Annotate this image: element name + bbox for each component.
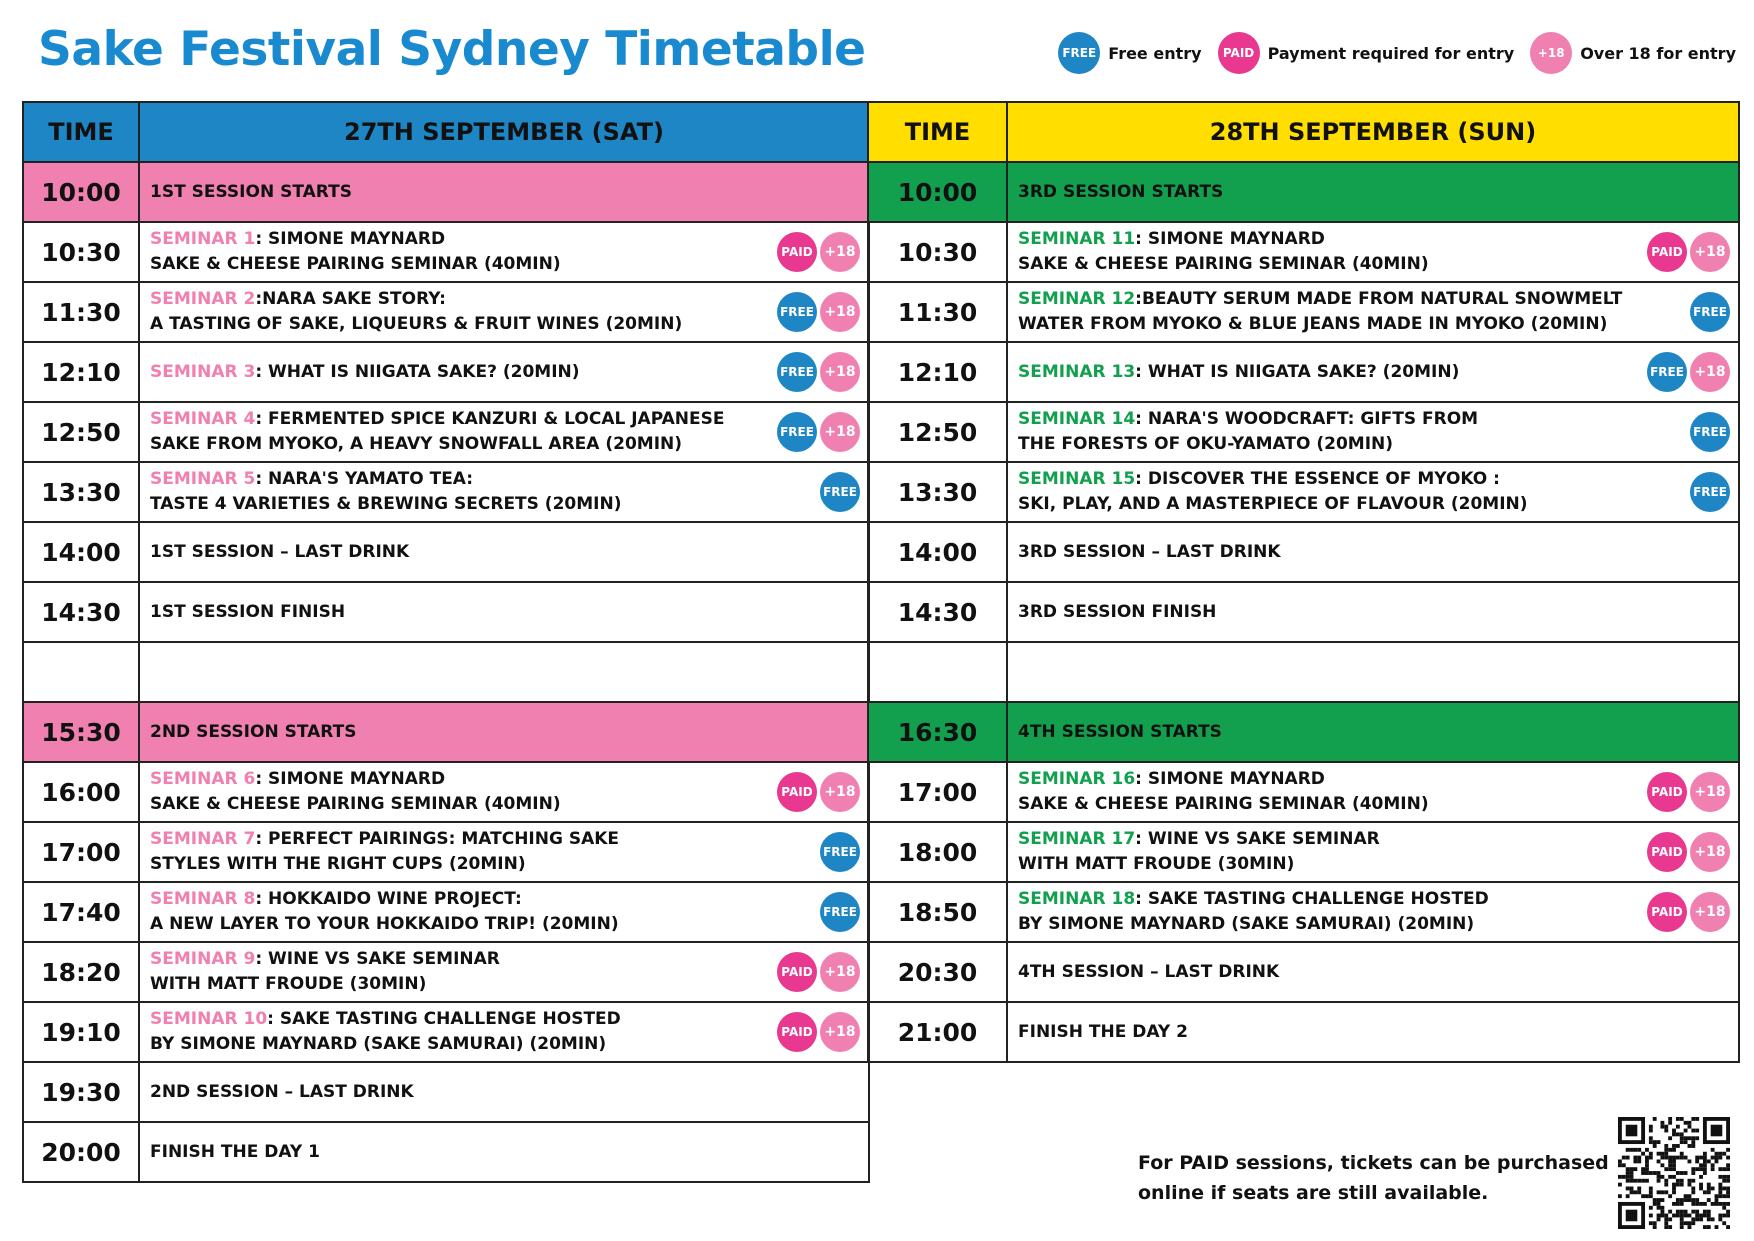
seminar-line1: [150, 1007, 868, 1032]
ticket-note: [1138, 1148, 1609, 1208]
free-badge-icon: FREE: [820, 472, 860, 512]
table-row: [868, 1002, 1739, 1062]
badge-group: [817, 892, 860, 932]
event-cell: [1007, 882, 1739, 942]
table-row: [23, 642, 869, 702]
event-cell: FINISH THE DAY 1: [139, 1122, 869, 1182]
event-cell: 2ND SESSION – LAST DRINK: [139, 1062, 869, 1122]
seminar-line1: [150, 407, 868, 432]
event-cell: [139, 882, 869, 942]
seminar-number: SEMINAR 18: [1018, 889, 1136, 909]
seminar-number: SEMINAR 11: [1018, 229, 1136, 249]
table-row: [23, 522, 869, 582]
seminar-number: SEMINAR 14: [1018, 409, 1136, 429]
legend-item-over18: [1530, 32, 1736, 74]
seminar-line1: [1018, 360, 1738, 385]
session-label: 3RD SESSION STARTS: [1007, 162, 1739, 222]
seminar-line2: STYLES WITH THE RIGHT CUPS (20MIN): [150, 854, 526, 874]
seminar-line2: SAKE & CHEESE PAIRING SEMINAR (40MIN): [1018, 794, 1429, 814]
seminar-number: SEMINAR 2: [150, 289, 256, 309]
seminar-line2: WATER FROM MYOKO & BLUE JEANS MADE IN MYOKO (20MIN): [1018, 314, 1608, 334]
table-row: [868, 822, 1739, 882]
time-cell: 14:30: [868, 582, 1007, 642]
badge-group: [774, 292, 860, 332]
badge-group: [817, 832, 860, 872]
over18-badge-icon: +18: [1690, 352, 1730, 392]
table-row: [868, 702, 1739, 762]
seminar-line1: [150, 467, 868, 492]
table-row: [868, 642, 1739, 702]
seminar-line1: [150, 360, 868, 385]
time-cell: 18:00: [868, 822, 1007, 882]
table-row: [868, 762, 1739, 822]
over18-badge-icon: +18: [820, 292, 860, 332]
over18-badge-icon: +18: [1690, 232, 1730, 272]
event-cell: [1007, 762, 1739, 822]
table-row: [868, 462, 1739, 522]
seminar-title: : SIMONE MAYNARD: [255, 229, 446, 249]
event-cell: 3RD SESSION FINISH: [1007, 582, 1739, 642]
time-cell: [23, 642, 139, 702]
paid-badge-icon: PAID: [777, 1012, 817, 1052]
over18-badge-icon: +18: [820, 232, 860, 272]
seminar-line2: WITH MATT FROUDE (30MIN): [150, 974, 427, 994]
qr-code-icon[interactable]: [1618, 1117, 1730, 1229]
seminar-number: SEMINAR 1: [150, 229, 256, 249]
seminar-number: SEMINAR 5: [150, 469, 256, 489]
time-cell: 18:20: [23, 942, 139, 1002]
legend-label-free: Free entry: [1108, 43, 1202, 63]
table-row: [868, 882, 1739, 942]
over18-badge-icon: +18: [820, 1012, 860, 1052]
time-cell: 20:00: [23, 1122, 139, 1182]
table-row: [23, 582, 869, 642]
event-cell: 1ST SESSION FINISH: [139, 582, 869, 642]
seminar-line1: [1018, 227, 1738, 252]
table-row: [868, 942, 1739, 1002]
time-cell: 16:30: [868, 702, 1007, 762]
time-cell: 15:30: [23, 702, 139, 762]
table-row: [23, 162, 869, 222]
seminar-line1: [1018, 767, 1738, 792]
seminar-line2: TASTE 4 VARIETIES & BREWING SECRETS (20MIN): [150, 494, 622, 514]
seminar-title: : HOKKAIDO WINE PROJECT:: [255, 889, 522, 909]
seminar-line2: SAKE & CHEESE PAIRING SEMINAR (40MIN): [150, 254, 561, 274]
seminar-title: : WHAT IS NIIGATA SAKE? (20MIN): [1135, 361, 1460, 382]
seminar-title: : NARA'S WOODCRAFT: GIFTS FROM: [1135, 409, 1479, 429]
seminar-line1: [1018, 827, 1738, 852]
legend-label-over18: Over 18 for entry: [1580, 43, 1736, 63]
table-row: [23, 1062, 869, 1122]
event-cell: [1007, 222, 1739, 282]
free-badge-icon: FREE: [1690, 472, 1730, 512]
time-cell: 11:30: [868, 282, 1007, 342]
time-cell: 12:50: [23, 402, 139, 462]
badge-group: [774, 772, 860, 812]
paid-badge-icon: PAID: [1647, 232, 1687, 272]
time-cell: 10:30: [23, 222, 139, 282]
over18-badge-icon: +18: [820, 952, 860, 992]
event-cell: [139, 402, 869, 462]
time-header: TIME: [23, 102, 139, 162]
seminar-number: SEMINAR 10: [150, 1009, 268, 1029]
seminar-number: SEMINAR 17: [1018, 829, 1136, 849]
time-cell: 19:30: [23, 1062, 139, 1122]
free-badge-icon: FREE: [820, 832, 860, 872]
session-label: 2ND SESSION STARTS: [139, 702, 869, 762]
paid-badge-icon: PAID: [777, 232, 817, 272]
free-badge-icon: FREE: [777, 352, 817, 392]
seminar-line1: [150, 287, 868, 312]
day2-timetable: [867, 101, 1740, 1063]
seminar-line2: THE FORESTS OF OKU-YAMATO (20MIN): [1018, 434, 1394, 454]
table-row: [23, 282, 869, 342]
seminar-title: : DISCOVER THE ESSENCE OF MYOKO :: [1135, 469, 1500, 489]
event-cell: [139, 1002, 869, 1062]
time-cell: 18:50: [868, 882, 1007, 942]
time-cell: 17:00: [23, 822, 139, 882]
legend-label-paid: Payment required for entry: [1267, 43, 1515, 63]
seminar-line1: [150, 227, 868, 252]
table-row: [23, 762, 869, 822]
event-cell: 4TH SESSION – LAST DRINK: [1007, 942, 1739, 1002]
over18-badge-icon: +18: [1690, 832, 1730, 872]
table-row: [23, 822, 869, 882]
seminar-title: : SAKE TASTING CHALLENGE HOSTED: [1135, 889, 1489, 909]
session-label: 4TH SESSION STARTS: [1007, 702, 1739, 762]
seminar-number: SEMINAR 13: [1018, 361, 1136, 382]
paid-badge-icon: PAID: [1647, 772, 1687, 812]
time-cell: 19:10: [23, 1002, 139, 1062]
event-cell: [139, 822, 869, 882]
time-header: TIME: [868, 102, 1007, 162]
seminar-line1: [1018, 407, 1738, 432]
seminar-number: SEMINAR 8: [150, 889, 256, 909]
seminar-line2: BY SIMONE MAYNARD (SAKE SAMURAI) (20MIN): [150, 1034, 607, 1054]
table-row: [868, 222, 1739, 282]
badge-group: [774, 232, 860, 272]
legend: [1042, 32, 1736, 74]
event-cell: 3RD SESSION – LAST DRINK: [1007, 522, 1739, 582]
time-cell: 13:30: [23, 462, 139, 522]
legend-item-free: [1058, 32, 1201, 74]
paid-badge-icon: PAID: [1218, 32, 1260, 74]
badge-group: [1644, 832, 1730, 872]
table-row: [23, 702, 869, 762]
seminar-line1: [1018, 887, 1738, 912]
seminar-line1: [150, 887, 868, 912]
time-cell: 10:00: [23, 162, 139, 222]
seminar-line2: SKI, PLAY, AND A MASTERPIECE OF FLAVOUR (20MIN): [1018, 494, 1528, 514]
badge-group: [1687, 472, 1730, 512]
table-row: [23, 1002, 869, 1062]
seminar-line2: SAKE FROM MYOKO, A HEAVY SNOWFALL AREA (20MIN): [150, 434, 683, 454]
seminar-line1: [150, 947, 868, 972]
badge-group: [1644, 232, 1730, 272]
table-row: [868, 402, 1739, 462]
event-cell: [1007, 282, 1739, 342]
event-cell: [1007, 342, 1739, 402]
paid-badge-icon: PAID: [1647, 892, 1687, 932]
free-badge-icon: FREE: [820, 892, 860, 932]
time-cell: 12:50: [868, 402, 1007, 462]
seminar-title: :BEAUTY SERUM MADE FROM NATURAL SNOWMELT: [1135, 289, 1623, 309]
time-cell: 10:30: [868, 222, 1007, 282]
seminar-title: : PERFECT PAIRINGS: MATCHING SAKE: [255, 829, 620, 849]
seminar-title: : SIMONE MAYNARD: [1135, 769, 1325, 789]
event-cell: [139, 222, 869, 282]
seminar-number: SEMINAR 6: [150, 769, 256, 789]
day1-timetable: [22, 101, 870, 1183]
free-badge-icon: FREE: [1690, 412, 1730, 452]
event-cell: 1ST SESSION – LAST DRINK: [139, 522, 869, 582]
legend-item-paid: [1218, 32, 1515, 74]
seminar-title: : SIMONE MAYNARD: [255, 769, 446, 789]
time-cell: 16:00: [23, 762, 139, 822]
seminar-number: SEMINAR 16: [1018, 769, 1136, 789]
badge-group: [774, 352, 860, 392]
seminar-line1: [150, 827, 868, 852]
session-label: 1ST SESSION STARTS: [139, 162, 869, 222]
seminar-line2: BY SIMONE MAYNARD (SAKE SAMURAI) (20MIN): [1018, 914, 1475, 934]
badge-group: [774, 952, 860, 992]
over18-badge-icon: +18: [820, 352, 860, 392]
table-row: [868, 582, 1739, 642]
free-badge-icon: FREE: [1690, 292, 1730, 332]
seminar-title: : WINE VS SAKE SEMINAR: [1135, 829, 1380, 849]
time-cell: 12:10: [23, 342, 139, 402]
time-cell: 14:00: [868, 522, 1007, 582]
table-row: [23, 222, 869, 282]
paid-badge-icon: PAID: [1647, 832, 1687, 872]
table-row: [868, 522, 1739, 582]
free-badge-icon: FREE: [1058, 32, 1100, 74]
event-cell: [139, 342, 869, 402]
seminar-line1: [150, 767, 868, 792]
event-cell: [139, 462, 869, 522]
time-cell: 20:30: [868, 942, 1007, 1002]
seminar-number: SEMINAR 3: [150, 361, 256, 382]
seminar-number: SEMINAR 15: [1018, 469, 1136, 489]
time-cell: 17:40: [23, 882, 139, 942]
time-cell: 14:00: [23, 522, 139, 582]
badge-group: [817, 472, 860, 512]
table-row: [23, 942, 869, 1002]
table-row: [23, 882, 869, 942]
free-badge-icon: FREE: [777, 292, 817, 332]
seminar-number: SEMINAR 12: [1018, 289, 1136, 309]
event-cell: [1007, 822, 1739, 882]
badge-group: [1644, 352, 1730, 392]
free-badge-icon: FREE: [777, 412, 817, 452]
ticket-note-line1: For PAID sessions, tickets can be purchased: [1138, 1152, 1609, 1174]
seminar-line2: A NEW LAYER TO YOUR HOKKAIDO TRIP! (20MIN): [150, 914, 619, 934]
seminar-line2: A TASTING OF SAKE, LIQUEURS & FRUIT WINES (20MIN): [150, 314, 683, 334]
seminar-title: : SIMONE MAYNARD: [1135, 229, 1325, 249]
seminar-line1: [1018, 467, 1738, 492]
event-cell: [139, 642, 869, 702]
seminar-line2: SAKE & CHEESE PAIRING SEMINAR (40MIN): [1018, 254, 1429, 274]
seminar-number: SEMINAR 7: [150, 829, 256, 849]
event-cell: [139, 942, 869, 1002]
table-row: [868, 162, 1739, 222]
over18-badge-icon: +18: [820, 772, 860, 812]
time-cell: 13:30: [868, 462, 1007, 522]
over18-badge-icon: +18: [1690, 772, 1730, 812]
page-title: Sake Festival Sydney Timetable: [38, 22, 866, 77]
table-row: [23, 402, 869, 462]
seminar-title: : FERMENTED SPICE KANZURI & LOCAL JAPANESE: [255, 409, 725, 429]
seminar-line1: [1018, 287, 1738, 312]
over18-badge-icon: +18: [1690, 892, 1730, 932]
paid-badge-icon: PAID: [777, 952, 817, 992]
time-cell: 11:30: [23, 282, 139, 342]
table-row: [868, 282, 1739, 342]
table-row: [23, 462, 869, 522]
table-row: [868, 342, 1739, 402]
seminar-title: : NARA'S YAMATO TEA:: [255, 469, 474, 489]
seminar-title: : WHAT IS NIIGATA SAKE? (20MIN): [255, 361, 580, 382]
seminar-number: SEMINAR 4: [150, 409, 256, 429]
badge-group: [1644, 892, 1730, 932]
time-cell: 17:00: [868, 762, 1007, 822]
time-cell: 21:00: [868, 1002, 1007, 1062]
time-cell: 12:10: [868, 342, 1007, 402]
over18-badge-icon: +18: [820, 412, 860, 452]
event-cell: [1007, 642, 1739, 702]
event-cell: [139, 762, 869, 822]
event-cell: [1007, 462, 1739, 522]
table-row: [23, 1122, 869, 1182]
badge-group: [1687, 292, 1730, 332]
badge-group: [774, 412, 860, 452]
event-cell: [1007, 402, 1739, 462]
ticket-note-line2: online if seats are still available.: [1138, 1182, 1489, 1204]
date-header: 28TH SEPTEMBER (SUN): [1007, 102, 1739, 162]
event-cell: [139, 282, 869, 342]
seminar-title: :NARA SAKE STORY:: [255, 289, 446, 309]
table-row: [23, 342, 869, 402]
over18-badge-icon: +18: [1530, 32, 1572, 74]
time-cell: 10:00: [868, 162, 1007, 222]
seminar-line2: SAKE & CHEESE PAIRING SEMINAR (40MIN): [150, 794, 561, 814]
paid-badge-icon: PAID: [777, 772, 817, 812]
time-cell: [868, 642, 1007, 702]
seminar-title: : SAKE TASTING CHALLENGE HOSTED: [267, 1009, 621, 1029]
seminar-line2: WITH MATT FROUDE (30MIN): [1018, 854, 1295, 874]
badge-group: [774, 1012, 860, 1052]
seminar-title: : WINE VS SAKE SEMINAR: [255, 949, 500, 969]
event-cell: FINISH THE DAY 2: [1007, 1002, 1739, 1062]
time-cell: 14:30: [23, 582, 139, 642]
seminar-number: SEMINAR 9: [150, 949, 256, 969]
free-badge-icon: FREE: [1647, 352, 1687, 392]
date-header: 27TH SEPTEMBER (SAT): [139, 102, 869, 162]
badge-group: [1687, 412, 1730, 452]
badge-group: [1644, 772, 1730, 812]
